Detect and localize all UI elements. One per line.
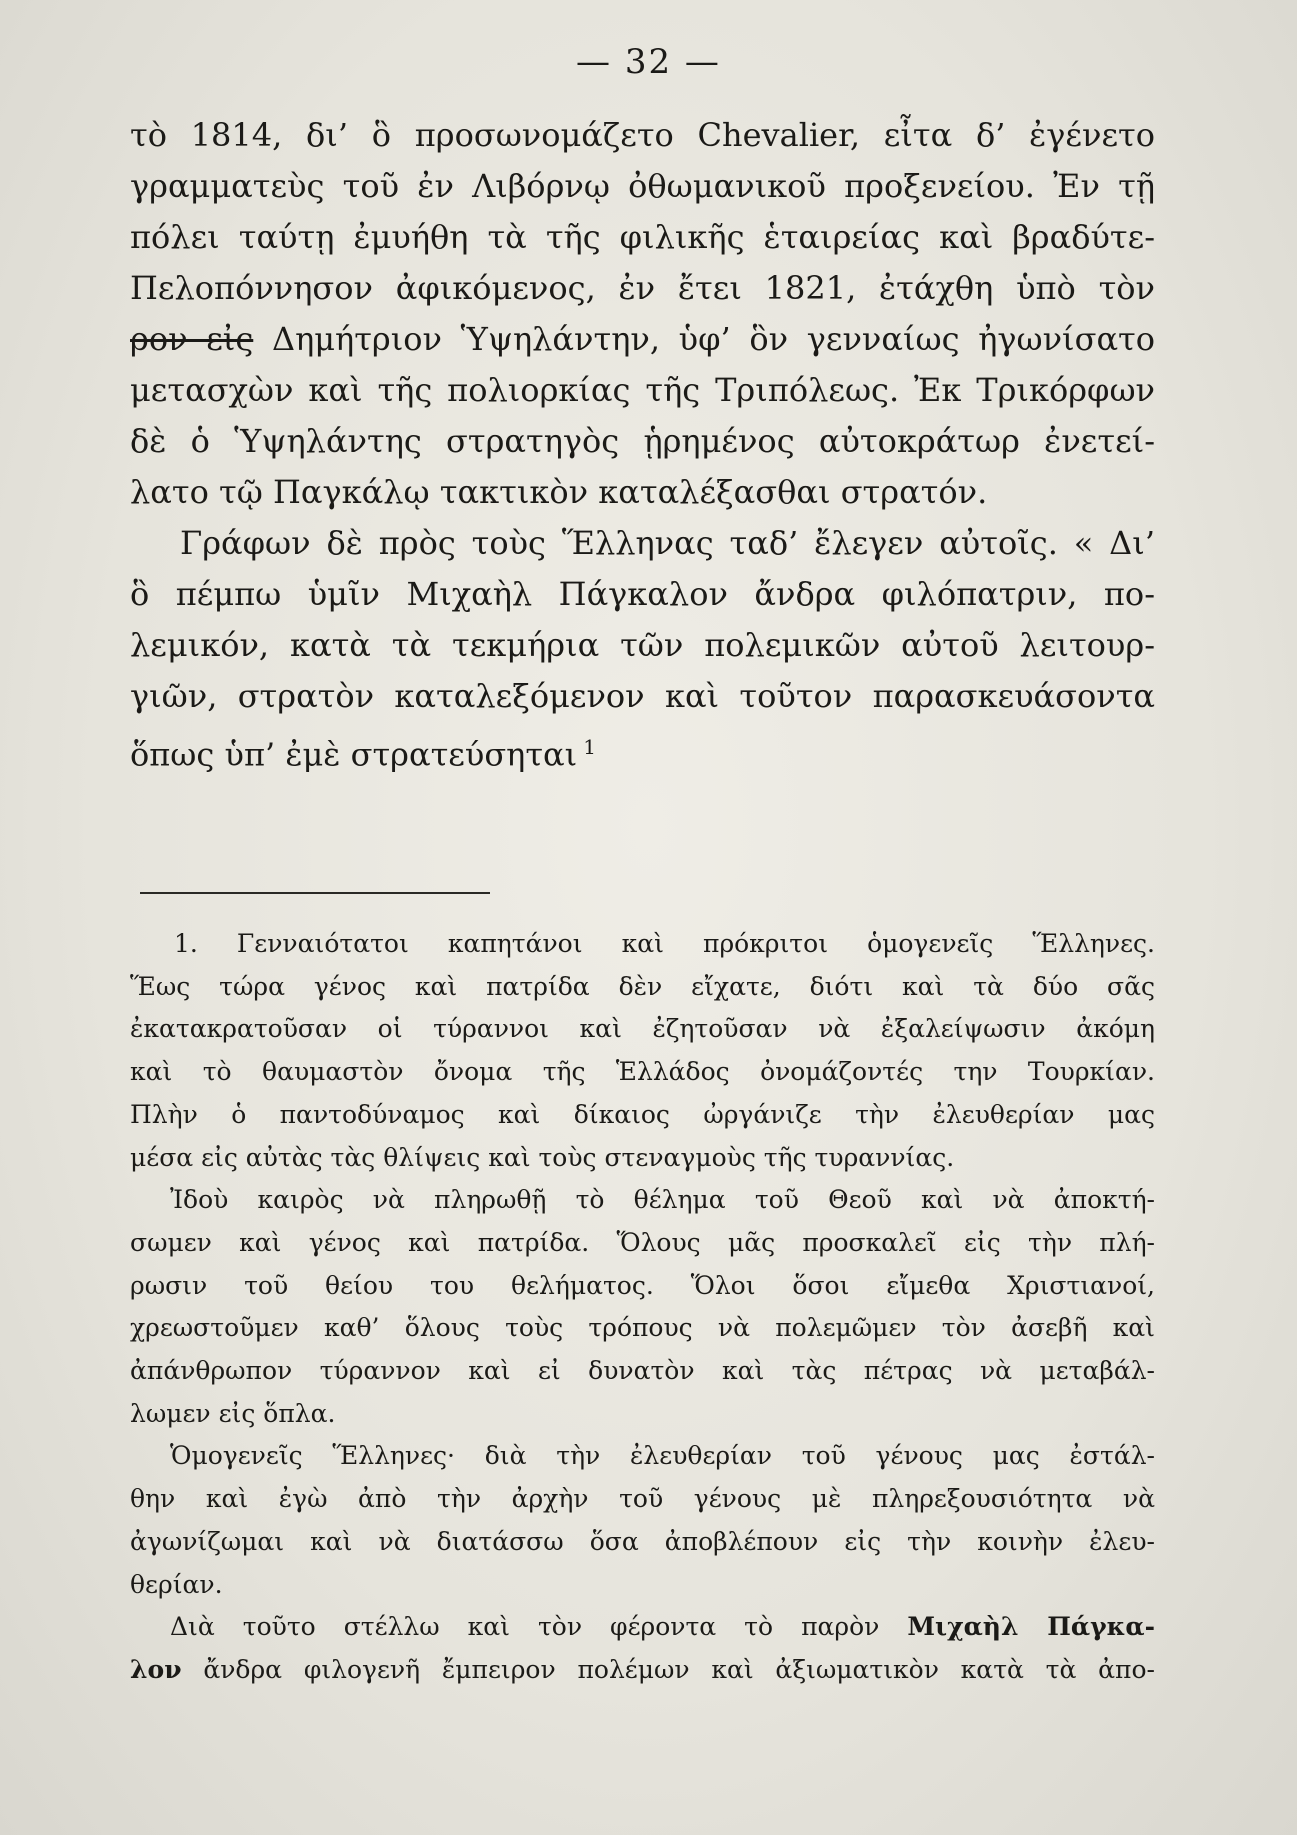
main-text-line: δὲ ὁ Ὑψηλάντης στρατηγὸς ᾑρημένος αὐτοκράτωρ ἐνετεί- [130, 422, 1155, 460]
footnote-block [130, 923, 1155, 1692]
footnote-line-with-bold-name [130, 1606, 1155, 1649]
main-text-line-with-strikethrough [130, 314, 1155, 365]
bold-name: Μιχαὴλ Πάγκα- [907, 1612, 1155, 1642]
footnote-line-text: Διὰ τοῦτο στέλλω καὶ τὸν φέροντα τὸ παρὸν [170, 1612, 880, 1642]
footnote-line: 1. Γενναιότατοι καπητάνοι καὶ πρόκριτοι ὁμογενεῖς Ἕλληνες. [174, 929, 1155, 958]
bold-name-continued: λον [130, 1654, 182, 1684]
footnote-line: χρεωστοῦμεν καθ’ ὅλους τοὺς τρόπους νὰ πολεμῶμεν τὸν ἀσεβῆ καὶ [130, 1313, 1155, 1343]
main-text-line: γραμματεὺς τοῦ ἐν Λιβόρνῳ ὀθωμανικοῦ προξενείου. Ἐν τῇ [130, 167, 1155, 205]
footnote-line: μέσα εἰς αὐτὰς τὰς θλίψεις καὶ τοὺς στεναγμοὺς τῆς τυραννίας. [130, 1142, 955, 1172]
main-text-last-line [130, 722, 1155, 781]
footnote-line: λωμεν εἰς ὅπλα. [130, 1398, 336, 1428]
struck-word: ρον εἰς [130, 320, 254, 358]
main-text-line-rest: Δημήτριον Ὑψηλάντην, ὑφ’ ὃν γενναίως ἠγωνίσατο [271, 320, 1155, 358]
main-text-line: λεμικόν, κατὰ τὰ τεκμήρια τῶν πολεμικῶν αὐτοῦ λειτουρ- [130, 626, 1155, 664]
main-text-line: λατο τῷ Παγκάλῳ τακτικὸν καταλέξασθαι στρατόν. [130, 473, 988, 511]
footnote-line: ρωσιν τοῦ θείου του θελήματος. Ὅλοι ὅσοι εἴμεθα Χριστιανοί, [130, 1270, 1155, 1300]
main-text-line: ὃ πέμπω ὑμῖν Μιχαὴλ Πάγκαλον ἄνδρα φιλόπατριν, πο- [130, 575, 1155, 613]
footnote-line: Ἰδοὺ καιρὸς νὰ πληρωθῇ τὸ θέλημα τοῦ Θεοῦ καὶ νὰ ἀποκτή- [170, 1185, 1155, 1215]
footnote-line: ἀπάνθρωπον τύραννον καὶ εἰ δυνατὸν καὶ τὰς πέτρας νὰ μεταβάλ- [130, 1356, 1155, 1386]
footnote-line: Ὁμογενεῖς Ἕλληνες· διὰ τὴν ἐλευθερίαν τοῦ γένους μας ἐστάλ- [170, 1441, 1155, 1471]
footnote-line: ἀγωνίζωμαι καὶ νὰ διατάσσω ὅσα ἀποβλέπουν εἰς τὴν κοινὴν ἐλευ- [130, 1526, 1155, 1556]
footnote-marker: 1 [583, 735, 596, 759]
footnote-line: Ἕως τώρα γένος καὶ πατρίδα δὲν εἴχατε, διότι καὶ τὰ δύο σᾶς [130, 971, 1155, 1001]
footnote-line: θερίαν. [130, 1569, 223, 1599]
main-text-line: Γράφων δὲ πρὸς τοὺς Ἕλληνας ταδ’ ἔλεγεν αὐτοῖς. « Δι’ [180, 524, 1155, 562]
main-text-line: τὸ 1814, δι’ ὃ προσωνομάζετο Chevalier, εἶτα δ’ ἐγένετο [130, 116, 1155, 154]
main-text-line: μετασχὼν καὶ τῆς πολιορκίας τῆς Τριπόλεως. Ἐκ Τρικόρφων [130, 371, 1155, 409]
main-text-line-text: ὅπως ὑπ’ ἐμὲ στρατεύσηται [130, 735, 578, 774]
main-text-block [130, 110, 1155, 781]
main-text-line: πόλει ταύτῃ ἐμυήθη τὰ τῆς φιλικῆς ἑταιρείας καὶ βραδύτε- [130, 218, 1155, 256]
main-text-line: Πελοπόννησον ἀφικόμενος, ἐν ἔτει 1821, ἐτάχθη ὑπὸ τὸν [130, 269, 1155, 307]
footnote-line: ἐκατακρατοῦσαν οἱ τύραννοι καὶ ἐζητοῦσαν νὰ ἐξαλείψωσιν ἀκόμη [130, 1014, 1155, 1044]
page-number: — 32 — [576, 42, 721, 82]
footnote-line: Πλὴν ὁ παντοδύναμος καὶ δίκαιος ὠργάνιζε τὴν ἐλευθερίαν μας [130, 1099, 1155, 1129]
footnote-line: θην καὶ ἐγὼ ἀπὸ τὴν ἀρχὴν τοῦ γένους μὲ πληρεξουσιότητα νὰ [130, 1484, 1155, 1514]
footnote-line: καὶ τὸ θαυμαστὸν ὄνομα τῆς Ἑλλάδος ὀνομάζοντές την Τουρκίαν. [130, 1057, 1155, 1087]
footnote-divider [140, 892, 490, 894]
main-text-line: γιῶν, στρατὸν καταλεξόμενον καὶ τοῦτον παρασκευάσοντα [130, 677, 1155, 715]
footnote-line-text: ἄνδρα φιλογενῆ ἔμπειρον πολέμων καὶ ἀξιωματικὸν κατὰ τὰ ἀπο- [203, 1654, 1155, 1684]
footnote-line: σωμεν καὶ γένος καὶ πατρίδα. Ὅλους μᾶς προσκαλεῖ εἰς τὴν πλή- [130, 1227, 1155, 1257]
footnote-line-with-bold-name [130, 1649, 1155, 1692]
